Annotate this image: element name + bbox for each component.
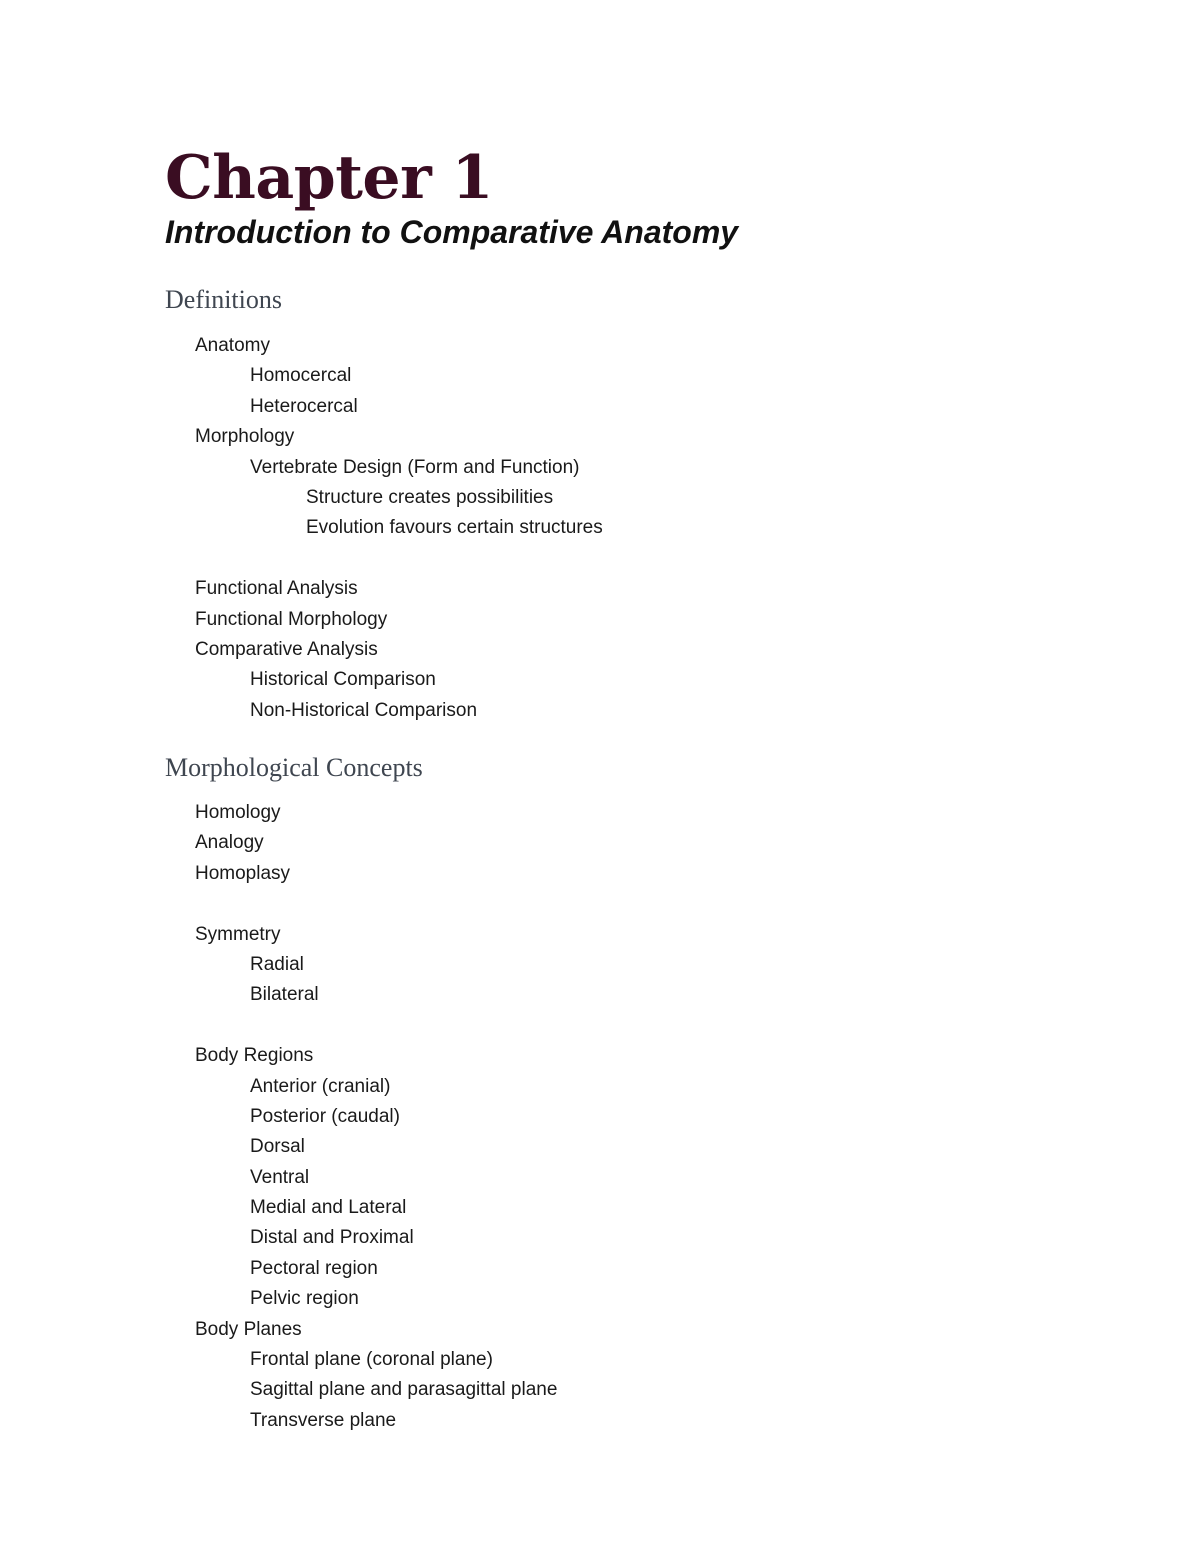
outline-item-level-0: Comparative Analysis — [195, 638, 378, 660]
outline-item-level-0: Symmetry — [195, 923, 281, 945]
outline-item-level-1: Vertebrate Design (Form and Function) — [250, 456, 580, 478]
outline-item-level-1: Pectoral region — [250, 1257, 378, 1279]
outline-item-level-0: Functional Morphology — [195, 608, 388, 630]
outline-item-level-2: Evolution favours certain structures — [306, 517, 603, 539]
outline-item-level-0: Functional Analysis — [195, 578, 358, 600]
outline-item-level-1: Non-Historical Comparison — [250, 699, 478, 721]
chapter-title: Chapter 1 — [165, 143, 493, 213]
outline-item-level-1: Bilateral — [250, 984, 319, 1006]
list-spacer — [0, 544, 603, 574]
outline-item-level-1: Pelvic region — [250, 1288, 359, 1310]
outline-item-level-1: Historical Comparison — [250, 669, 436, 691]
outline-item-level-0: Anatomy — [195, 335, 270, 356]
outline-item-level-1: Frontal plane (coronal plane) — [250, 1349, 493, 1371]
outline-item-level-1: Dorsal — [250, 1136, 305, 1158]
section-heading-morphological-concepts: Morphological Concepts — [165, 753, 423, 782]
outline-item-level-1: Heterocercal — [250, 395, 358, 417]
outline-item-level-0: Body Regions — [195, 1045, 314, 1067]
outline-item-level-1: Transverse plane — [250, 1409, 397, 1431]
list-spacer — [0, 889, 557, 919]
outline-item-level-0: Homology — [195, 802, 281, 823]
outline-item-level-1: Anterior (cranial) — [250, 1075, 391, 1097]
outline-item-level-0: Analogy — [195, 832, 264, 854]
chapter-subtitle: Introduction to Comparative Anatomy — [165, 214, 739, 250]
outline-item-level-1: Sagittal plane and parasagittal plane — [250, 1379, 558, 1401]
outline-item-level-1: Medial and Lateral — [250, 1197, 407, 1219]
outline-item-level-1: Ventral — [250, 1166, 310, 1188]
outline-item-level-1: Homocercal — [250, 365, 352, 387]
morphological-concepts-list — [0, 798, 557, 1436]
outline-item-level-0: Morphology — [195, 426, 295, 448]
section-heading-definitions: Definitions — [165, 285, 282, 314]
list-spacer — [0, 1011, 557, 1041]
outline-item-level-1: Radial — [250, 953, 304, 975]
outline-item-level-2: Structure creates possibilities — [306, 486, 554, 508]
outline-item-level-1: Distal and Proximal — [250, 1227, 414, 1249]
outline-item-level-0: Homoplasy — [195, 862, 291, 884]
definitions-list — [0, 331, 603, 726]
outline-item-level-0: Body Planes — [195, 1318, 302, 1340]
outline-item-level-1: Posterior (caudal) — [250, 1105, 400, 1127]
